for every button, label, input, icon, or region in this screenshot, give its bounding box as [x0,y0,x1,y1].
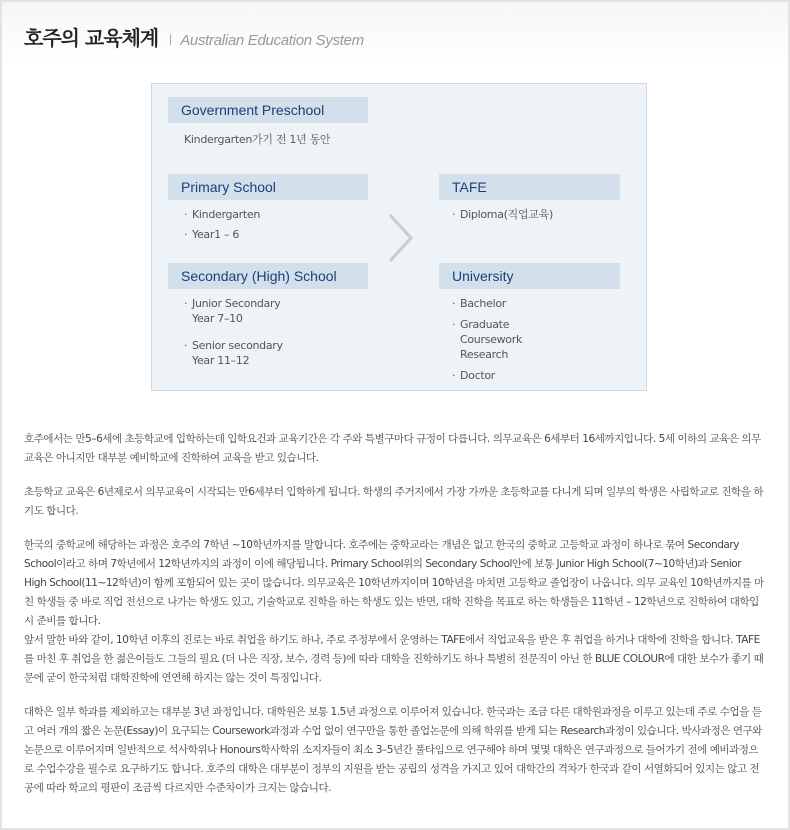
paragraph: 대학은 일부 학과를 제외하고는 대부분 3년 과정입니다. 대학원은 보통 1.5년 과정으로 이루어져 있습니다. 한국과는 조금 다른 대학원과정을 이루고 있는데 주로 수업을 듣고 여러 개의 짧은 논문(Essay)이 요구되는 Coursework과정과 수업 없이 연구만을 통한 졸업논문에 의해 학위를 받게 되는 Research과정이 있습니다. 박사과정은 연구와 논문으로 이루어지며 일반적으로 석사학위나 Honours학사학위 소지자들이 최소 3–5년간 풀타임으로 연구해야 하며 몇몇 대학은 연구과정으로 들어가기 전에 예비과정으로 수업수강을 필수로 요구하기도 합니다. 호주의 대학은 대부분이 정부의 지원을 받는 공립의 성격을 가지고 있어 대학간의 격차가 한국과 같이 서열화되어 있지는 않고 전공에 따라 학교의 평판이 조금씩 다르지만 수준차이가 크지는 않습니다. [24,706,762,794]
list-item-line: · Senior secondary [192,339,283,352]
tafe-title: TAFE [439,174,620,200]
tafe-box [439,174,620,222]
paragraph: 앞서 말한 바와 같이, 10학년 이후의 진로는 바로 취업을 하기도 하나, 주로 주정부에서 운영하는 TAFE에서 직업교육을 받은 후 취업을 하거나 대학에 진학을 합니다. TAFE를 마친 후 취업을 한 젊은이들도 그들의 필요 (더 나은 직장, 보수, 경력 등)에 따라 대학을 진학하기도 하나 특별히 전문직이 아닌 한 BLUE COLOUR에 대한 보수가 좋기 때문에 굳이 한국처럼 대학진학에 연연해 하지는 않는 것이 특징입니다. [24,634,764,684]
list-item-line: Year 11–12 [192,354,250,367]
list-item-line: Research [460,348,509,361]
page-header [24,22,364,51]
preschool-title: Government Preschool [168,97,368,123]
list-item: · Diploma(직업교육) [452,207,620,222]
university-title: University [439,263,620,289]
list-item-line: · Bachelor [460,297,506,310]
list-item-line: Year 7–10 [192,312,243,325]
list-item [184,296,368,326]
preschool-desc: Kindergarten가기 전 1년 동안 [184,133,331,146]
list-item [452,296,620,311]
paragraph: 한국의 중학교에 해당하는 과정은 호주의 7학년 ~10학년까지를 말합니다. 호주에는 중학교라는 개념은 없고 한국의 중학교 고등학교 과정이 하나로 묶여 Secondary School이라고 하며 7학년에서 12학년까지의 과정이 이에 해당됩니다. Primary School위의 Secondary School안에 보통 Junior High School(7~10학년)과 Senior High School(11~12학년)이 함께 포함되어 있는 곳이 많습니다. 의무교육은 10학년까지이며 10학년을 마치면 고등학교 졸업장이 나옵니다. 의무 교육인 10학년까지를 마친 학생들 중 바로 직업 전선으로 나가는 학생도 있고, 기술학교로 진학을 하는 학생도 있는 반면, 대학 진학을 목표로 하는 학생들은 11학년 – 12학년으로 진학하여 대학입시 준비를 합니다. [24,539,764,627]
primary-school-box [168,174,368,242]
list-item [184,338,368,368]
preschool-box [168,97,368,147]
page-subtitle: Australian Education System [180,32,364,49]
secondary-school-title: Secondary (High) School [168,263,368,289]
list-item [452,368,620,383]
list-item-line: · Junior Secondary [192,297,281,310]
list-item-line: · Doctor [460,369,496,382]
education-system-diagram [151,83,647,391]
list-item [452,317,620,362]
primary-school-title: Primary School [168,174,368,200]
page-title: 호주의 교육체계 [24,26,159,50]
list-item: · Kindergarten [184,207,368,222]
title-divider [170,34,171,45]
list-item: · Year1 – 6 [184,227,368,242]
paragraph: 초등학교 교육은 6년제로서 의무교육이 시작되는 만6세부터 입학하게 됩니다. 학생의 주거지에서 가장 가까운 초등학교를 다니게 되며 일부의 학생은 사립학교로 진학을 하기도 합니다. [24,486,764,517]
list-item-line: · Graduate [460,318,510,331]
chevron-right-icon [386,212,416,268]
university-box [439,263,620,383]
body-text [24,430,766,813]
paragraph: 호주에서는 만5–6세에 초등학교에 입학하는데 입학요건과 교육기간은 각 주와 특별구마다 규정이 다릅니다. 의무교육은 6세부터 16세까지입니다. 5세 이하의 교육은 의무교육은 아니지만 대부분 예비학교에 진학하여 교육을 받고 있습니다. [24,433,761,464]
list-item-line: Coursework [460,333,523,346]
secondary-school-box [168,263,368,368]
